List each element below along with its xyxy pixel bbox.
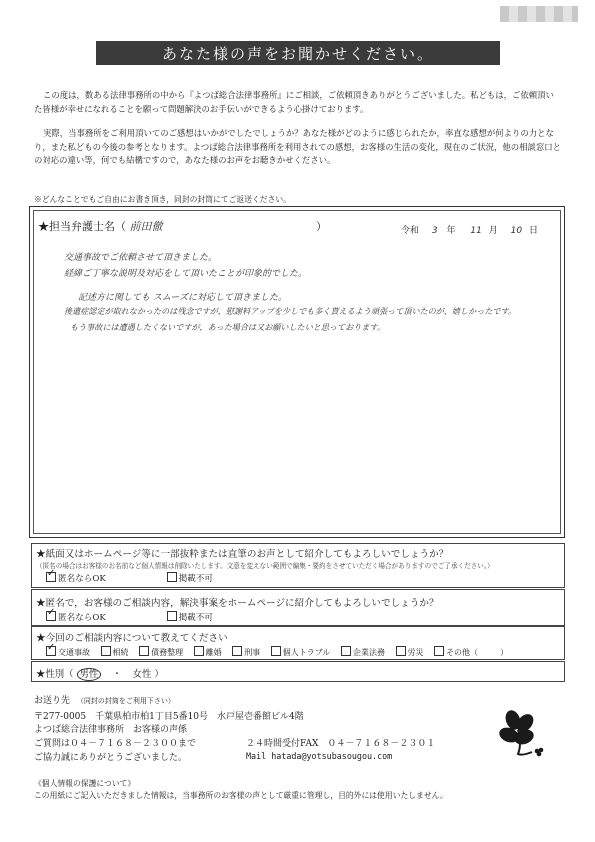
contact-thanks: ご協力誠にありがとうございました。 [34, 753, 188, 763]
question-category-options [46, 646, 508, 658]
contact-phone: ご質問は０４－７１６８－２３００まで [34, 739, 197, 749]
category-label: 離婚 [205, 648, 222, 657]
category-label: その他（ [446, 648, 479, 657]
year-label: 年 [446, 226, 456, 236]
question-publish-subtext: （匿名の場合はお客様のお名前など個人情報は削除いたします。文意を変えない範囲で編集・要約をさせていただく場合がありますのでご了承ください。） [36, 562, 494, 570]
checkbox-icon[interactable] [167, 572, 177, 582]
checkbox-checked-icon[interactable] [46, 572, 56, 582]
checkbox-icon[interactable] [434, 646, 444, 656]
intro-paragraph-2: 実際，当事務所をご利用頂いてのご感想はいかがでしたでしょうか？あなた様がどのように感じられたか，率直な感想が何よりの力となり，また私どもの今後の参考となります。よつば総合法律事務所を利用されての感想，お客様の生活の変化，現在のご状況，他の相談窓口との対応の違い等，何でも結構ですので，あなた様のお声をお聴きかせください。 [34, 128, 561, 165]
handwriting-line-3: 記述方に関しても スムーズに対応して頂きました。 [78, 293, 287, 303]
question-case-options [46, 611, 223, 623]
privacy-title: 《個人情報の保護について》 [34, 779, 136, 788]
category-criminal[interactable] [232, 648, 260, 657]
category-personal-trouble[interactable] [271, 648, 331, 657]
lawyer-name[interactable]: 前田徹 [129, 220, 163, 233]
gender-close: ） [154, 669, 164, 680]
checkbox-icon[interactable] [341, 646, 351, 656]
privacy-body: この用紙にご記入いただきました情報は，当事務所のお客様の声として厳重に管理し，目的外には使用いたしません。 [34, 791, 448, 800]
category-inheritance[interactable] [101, 648, 129, 657]
checkbox-icon[interactable] [101, 646, 111, 656]
category-debt[interactable] [139, 648, 183, 657]
handwriting-line-2: 経緯ご丁寧な説明及対応をして頂いたことが印象的でした。 [64, 269, 308, 279]
era-label: 令和 [401, 226, 420, 236]
instruction-note: ※どんなことでもご自由にお書き頂き，同封の封筒にてご返送ください。 [34, 195, 291, 204]
date-month[interactable]: 11 [470, 226, 482, 236]
handwriting-line-5: もう事故には遭遇したくないですが，あった場合は又お願いしたいと思っております。 [70, 322, 385, 332]
intro-paragraph-1: この度は，数ある法律事務所の中から『よつば総合法律事務所』にご相談，ご依頼頂きありがとうございました。私どもは，ご依頼頂いた皆様が幸せになれることを願って問題解決のお手伝いができるよう心掛けております。 [34, 90, 554, 114]
category-label: 刑事 [244, 648, 261, 657]
handwriting-line-1: 交通事故でご依頼させて頂きました。 [64, 253, 218, 263]
checkbox-icon[interactable] [167, 611, 177, 621]
question-publish-options [46, 572, 223, 584]
question-category-text: ★今回のご相談内容について教えてください [36, 633, 228, 644]
question-category-box [31, 626, 565, 660]
category-label: 相続 [112, 648, 129, 657]
gender-row [36, 666, 164, 680]
checkbox-checked-icon[interactable] [46, 611, 56, 621]
page-title [96, 41, 500, 65]
category-traffic-accident[interactable] [46, 648, 90, 657]
category-label: 交通事故 [58, 648, 90, 657]
option-no-publish[interactable] [167, 574, 213, 584]
date-row [401, 223, 538, 236]
gender-label: ★性別（ [36, 669, 74, 680]
contact-heading-row [34, 693, 175, 706]
redacted-stamp [500, 6, 578, 22]
category-other[interactable] [434, 648, 478, 657]
category-label: 企業法務 [352, 648, 385, 657]
category-label: 債務整理 [151, 648, 184, 657]
category-label: 個人トラブル [282, 648, 331, 657]
option-case-anonymous-ok-label: 匿名ならOK [58, 613, 106, 623]
contact-address: 〒277-0005 千葉県柏市柏1丁目5番10号 水戸屋壱番館ビル4階 [34, 712, 304, 722]
checkbox-checked-icon[interactable] [46, 646, 56, 656]
day-label: 日 [528, 226, 538, 236]
contact-heading-note: （同封の封筒をご利用下さい） [76, 697, 175, 705]
contact-office: よつば総合法律事務所 お客様の声係 [34, 725, 188, 735]
option-no-publish-label: 掲載不可 [178, 574, 213, 584]
gender-male-circled[interactable]: 男性 [77, 668, 102, 681]
question-case-text: ★匿名で，お客様のご相談内容，解決事案をホームページに紹介してもよろしいでしょうか？ [36, 598, 439, 609]
lawyer-label: ★担当弁護士名（ [38, 220, 126, 233]
checkbox-icon[interactable] [271, 646, 281, 656]
gender-separator: ・ [112, 669, 122, 680]
option-case-anonymous-ok[interactable] [46, 613, 106, 623]
checkbox-icon[interactable] [194, 646, 204, 656]
checkbox-icon[interactable] [396, 646, 406, 656]
page-title-text: あなた様の声をお聞かせください。 [161, 44, 434, 63]
date-year[interactable]: 3 [431, 226, 438, 236]
contact-fax: ２４時間受付FAX ０４－７１６８－２３０１ [246, 739, 436, 749]
contact-mail[interactable]: Mail hatada@yotsubasougou.com [246, 751, 393, 761]
option-anonymous-ok-label: 匿名ならOK [58, 574, 106, 584]
category-other-close: ） [500, 648, 509, 657]
date-day[interactable]: 10 [510, 226, 523, 236]
category-corporate[interactable] [341, 648, 385, 657]
category-divorce[interactable] [194, 648, 222, 657]
gender-female[interactable]: 女性 [132, 669, 152, 680]
clover-icon [492, 706, 548, 762]
handwriting-line-4: 後遺症認定が取れなかったのは残念ですが，慰謝料アップを少しでも多く貰えるよう頑張って頂いたのが，嬉しかったです。 [64, 306, 517, 316]
gender-box [31, 661, 565, 682]
question-publish-box [31, 543, 565, 588]
question-publish-text: ★紙面又はホームページ等に一部抜粋または直筆のお声として紹介してもよろしいでしょうか？ [36, 549, 449, 560]
contact-heading: お送り先 [34, 696, 71, 706]
lawyer-row [38, 218, 327, 234]
checkbox-icon[interactable] [139, 646, 149, 656]
option-case-no-publish-label: 掲載不可 [178, 613, 213, 623]
category-labor-accident[interactable] [396, 648, 424, 657]
option-anonymous-ok[interactable] [46, 574, 106, 584]
question-case-box [31, 589, 565, 626]
category-label: 労災 [407, 648, 424, 657]
checkbox-icon[interactable] [232, 646, 242, 656]
month-label: 月 [488, 226, 498, 236]
lawyer-close: ） [316, 220, 327, 233]
option-case-no-publish[interactable] [167, 613, 213, 623]
